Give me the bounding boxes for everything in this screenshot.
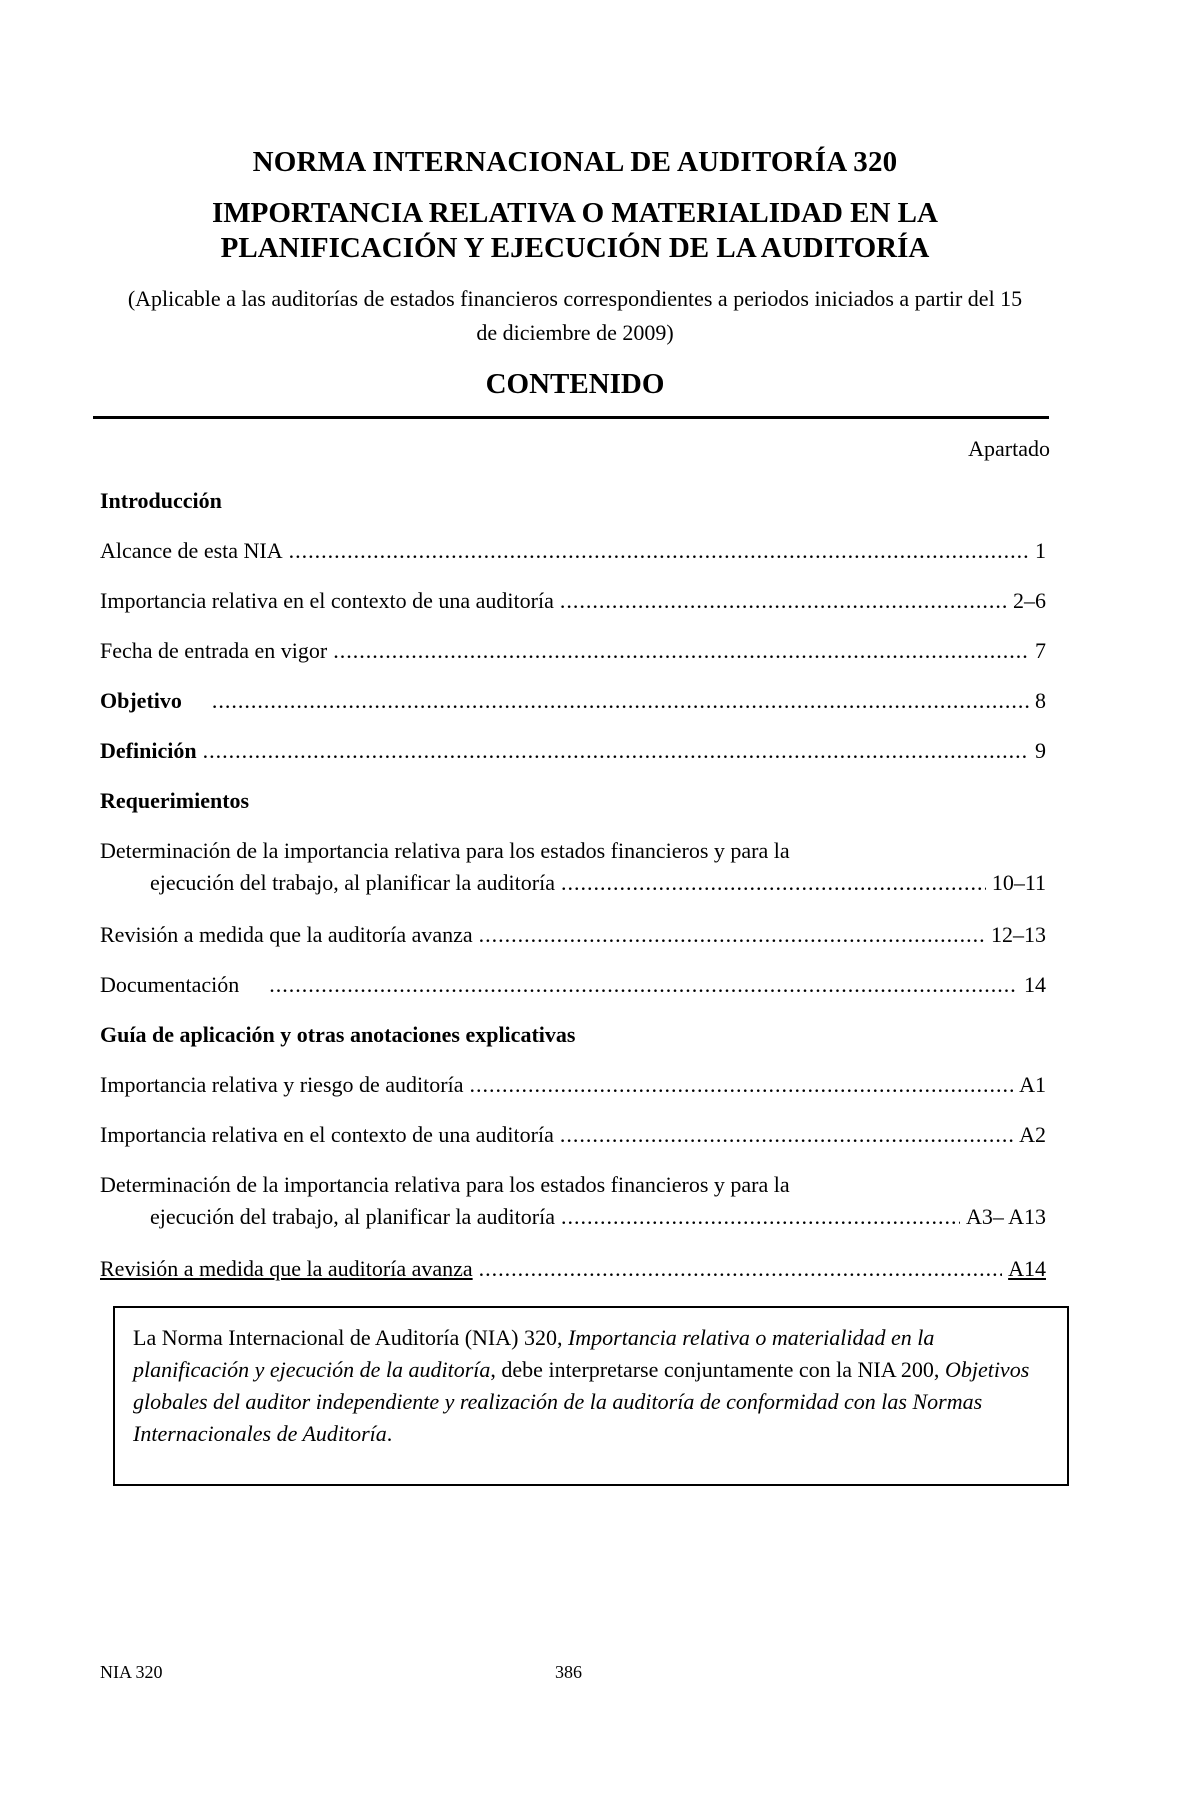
- leader-dots: [203, 738, 1029, 764]
- note-italic-title-2: Objetivos globales del auditor independiente y realización de la auditoría de conformidad con las Normas Internacionales de Auditoría: [133, 1357, 1030, 1446]
- leader-dots: [212, 688, 1029, 714]
- toc-label-line-2: ejecución del trabajo, al planificar la auditoría: [150, 870, 555, 895]
- standard-title: NORMA INTERNACIONAL DE AUDITORÍA 320: [252, 146, 898, 178]
- section-requerimientos: Requerimientos: [100, 788, 250, 813]
- toc-entry-documentacion[interactable]: [100, 972, 1046, 998]
- footer-standard-label: NIA 320: [100, 1662, 163, 1682]
- toc-ref: 1: [1035, 538, 1046, 563]
- section-introduccion: Introducción: [100, 488, 222, 513]
- note-text-2: , debe interpretarse conjuntamente con la NIA 200,: [490, 1357, 945, 1382]
- toc-label-line-1: Determinación de la importancia relativa para los estados financieros y para la: [100, 838, 790, 863]
- subtitle-line-1: IMPORTANCIA RELATIVA O MATERIALIDAD EN LA: [212, 197, 938, 229]
- toc-entry-revision[interactable]: [100, 922, 1046, 948]
- standard-subtitle: [0, 196, 1150, 266]
- toc-entry-objetivo[interactable]: [100, 688, 1046, 714]
- leader-dots: [469, 1072, 1013, 1098]
- toc-label: Revisión a medida que la auditoría avanza: [100, 922, 473, 947]
- leader-dots: [479, 922, 985, 948]
- toc-label: Importancia relativa en el contexto de una auditoría: [100, 588, 554, 613]
- toc-entry-determinacion[interactable]: [100, 838, 1046, 896]
- toc-ref: 12–13: [991, 922, 1046, 947]
- section-guia: Guía de aplicación y otras anotaciones explicativas: [100, 1022, 576, 1047]
- toc-ref: A3– A13: [965, 1204, 1046, 1229]
- column-header-apartado: Apartado: [968, 436, 1050, 461]
- leader-dots: [560, 588, 1007, 614]
- toc-ref: A14: [1008, 1256, 1046, 1281]
- toc-label: Fecha de entrada en vigor: [100, 638, 328, 663]
- toc-entry-definicion[interactable]: [100, 738, 1046, 764]
- toc-ref: 8: [1035, 688, 1046, 713]
- toc-entry-revision-guia[interactable]: [100, 1256, 1046, 1282]
- toc-label-line-1: Determinación de la importancia relativa para los estados financieros y para la: [100, 1172, 790, 1197]
- applicability-note: (Aplicable a las auditorías de estados financieros correspondientes a periodos iniciados a partir del 15 de diciembre de 2009): [127, 286, 1023, 345]
- footer-page-number: 386: [555, 1662, 582, 1682]
- toc-label: Importancia relativa y riesgo de auditoría: [100, 1072, 464, 1097]
- toc-label: Revisión a medida que la auditoría avanza: [100, 1256, 473, 1281]
- top-divider: [93, 416, 1049, 419]
- note-text-1: La Norma Internacional de Auditoría (NIA) 320,: [133, 1325, 568, 1350]
- toc-ref: 14: [1024, 972, 1046, 997]
- toc-ref: 9: [1035, 738, 1046, 763]
- toc-label: Importancia relativa en el contexto de una auditoría: [100, 1122, 554, 1147]
- toc-label: Objetivo: [100, 688, 182, 713]
- leader-dots: [561, 1204, 960, 1230]
- subtitle-line-2: PLANIFICACIÓN Y EJECUCIÓN DE LA AUDITORÍA: [220, 232, 930, 264]
- toc-ref: 7: [1035, 638, 1046, 663]
- toc-ref: A2: [1019, 1122, 1046, 1147]
- toc-ref: A1: [1019, 1072, 1046, 1097]
- toc-entry-importancia-riesgo[interactable]: [100, 1072, 1046, 1098]
- leader-dots: [333, 638, 1029, 664]
- toc-entry-alcance[interactable]: [100, 538, 1046, 564]
- toc-ref: 2–6: [1013, 588, 1046, 613]
- leader-dots: [560, 1122, 1013, 1148]
- toc-entry-determinacion-guia[interactable]: [100, 1172, 1046, 1230]
- leader-dots: [289, 538, 1029, 564]
- toc-entry-importancia-contexto[interactable]: [100, 588, 1046, 614]
- toc-entry-fecha[interactable]: [100, 638, 1046, 664]
- leader-dots: [561, 870, 986, 896]
- interpretation-note-box: [113, 1306, 1069, 1486]
- toc-entry-importancia-contexto-guia[interactable]: [100, 1122, 1046, 1148]
- toc-ref: 10–11: [991, 870, 1046, 895]
- leader-dots: [479, 1256, 1002, 1282]
- contents-heading: CONTENIDO: [485, 368, 665, 400]
- toc-label-line-2: ejecución del trabajo, al planificar la auditoría: [150, 1204, 555, 1229]
- note-text-3: .: [386, 1421, 393, 1446]
- leader-dots: [269, 972, 1018, 998]
- toc-label: Alcance de esta NIA: [100, 538, 283, 563]
- note-italic-title-1: Importancia relativa o materialidad en la planificación y ejecución de la auditoría: [133, 1325, 935, 1382]
- toc-label: Documentación: [100, 972, 240, 997]
- toc-label: Definición: [100, 738, 197, 763]
